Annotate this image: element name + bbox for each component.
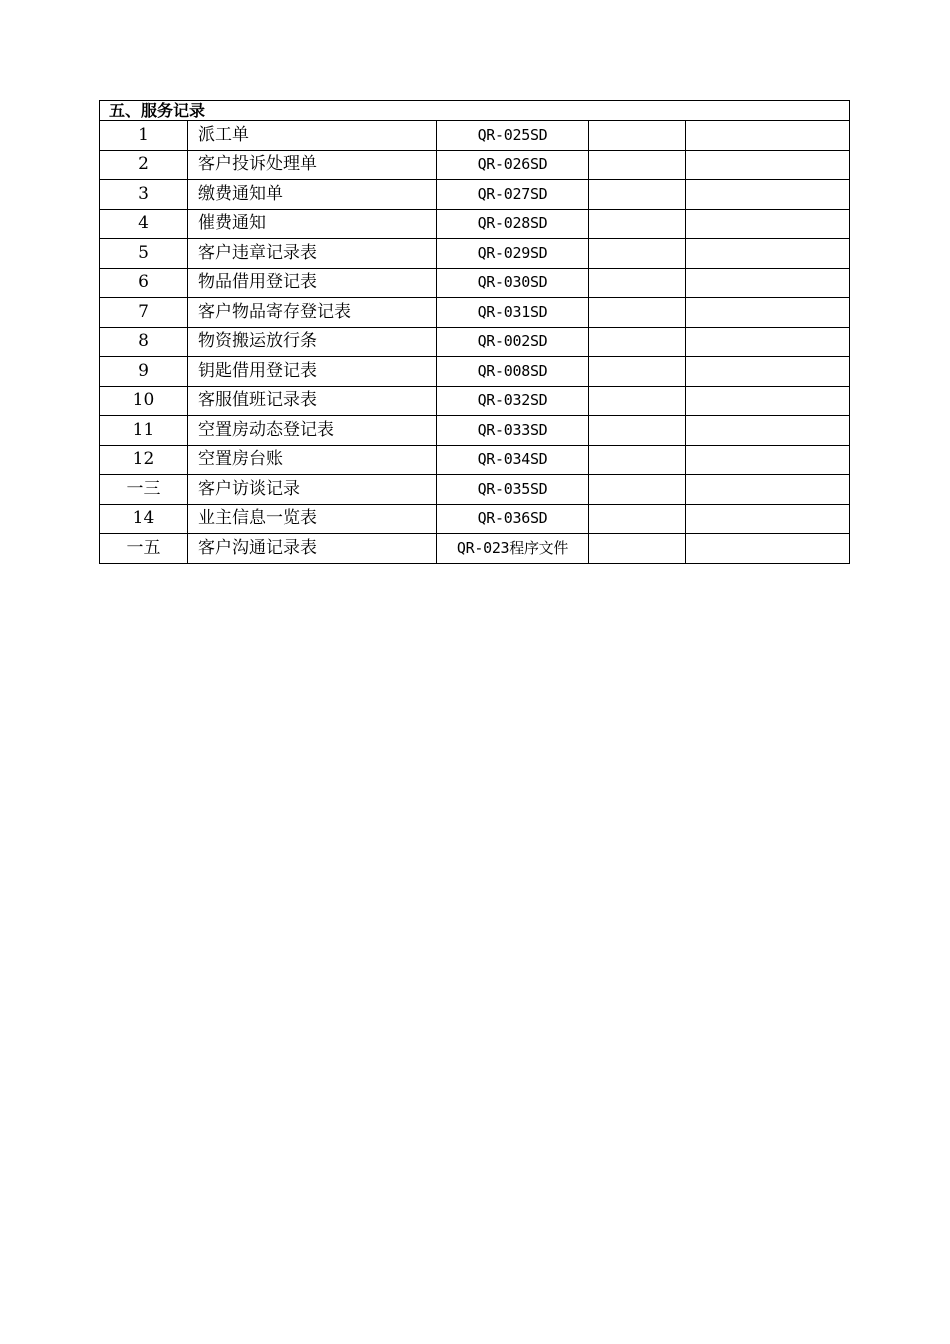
record-name: 钥匙借用登记表 [188, 357, 437, 387]
record-name: 客服值班记录表 [188, 386, 437, 416]
record-code-value: QR-002SD [477, 332, 548, 351]
record-code-value: QR-036SD [477, 509, 548, 528]
record-code-value: QR-028SD [477, 214, 548, 233]
table-row [100, 534, 850, 564]
record-name: 客户物品寄存登记表 [188, 298, 437, 328]
table-row [100, 445, 850, 475]
empty-cell [589, 534, 686, 564]
record-code-value: QR-031SD [477, 302, 548, 321]
row-number: 8 [100, 327, 188, 357]
table-row [100, 268, 850, 298]
row-number: 2 [100, 150, 188, 180]
record-code [437, 121, 589, 151]
empty-cell [589, 357, 686, 387]
row-number: 5 [100, 239, 188, 269]
record-code-value: QR-025SD [477, 125, 548, 144]
record-name: 缴费通知单 [188, 180, 437, 210]
row-number: 7 [100, 298, 188, 328]
empty-cell [686, 121, 850, 151]
record-code [437, 209, 589, 239]
empty-cell [589, 180, 686, 210]
table-body [100, 101, 850, 564]
record-code [437, 298, 589, 328]
record-code [437, 475, 589, 505]
record-code [437, 180, 589, 210]
empty-cell [589, 504, 686, 534]
table-row [100, 504, 850, 534]
empty-cell [589, 475, 686, 505]
record-code-value: QR-035SD [477, 479, 548, 498]
record-name: 业主信息一览表 [188, 504, 437, 534]
record-code [437, 327, 589, 357]
row-number: 11 [100, 416, 188, 446]
row-number: 9 [100, 357, 188, 387]
record-code [437, 357, 589, 387]
record-name: 客户访谈记录 [188, 475, 437, 505]
record-code-suffix: 程序文件 [509, 538, 569, 557]
record-code-value: QR-008SD [477, 361, 548, 380]
row-number: 一五 [100, 534, 188, 564]
record-code-value: QR-032SD [477, 391, 548, 410]
table-row [100, 209, 850, 239]
record-code [437, 534, 589, 564]
record-name: 空置房台账 [188, 445, 437, 475]
empty-cell [686, 504, 850, 534]
record-name: 物品借用登记表 [188, 268, 437, 298]
record-code [437, 239, 589, 269]
empty-cell [589, 121, 686, 151]
section-title: 五、服务记录 [100, 101, 850, 121]
table-row [100, 121, 850, 151]
record-name: 客户违章记录表 [188, 239, 437, 269]
record-name: 催费通知 [188, 209, 437, 239]
row-number: 14 [100, 504, 188, 534]
empty-cell [589, 268, 686, 298]
section-header-row [100, 101, 850, 121]
record-code [437, 445, 589, 475]
table-row [100, 239, 850, 269]
table-row [100, 386, 850, 416]
empty-cell [686, 180, 850, 210]
row-number: 4 [100, 209, 188, 239]
empty-cell [589, 386, 686, 416]
row-number: 一三 [100, 475, 188, 505]
service-records-table [99, 100, 850, 564]
row-number: 10 [100, 386, 188, 416]
empty-cell [686, 475, 850, 505]
record-code [437, 504, 589, 534]
record-code [437, 386, 589, 416]
empty-cell [686, 239, 850, 269]
record-code-value: QR-029SD [477, 243, 548, 262]
empty-cell [686, 298, 850, 328]
empty-cell [686, 534, 850, 564]
record-name: 空置房动态登记表 [188, 416, 437, 446]
record-name: 派工单 [188, 121, 437, 151]
table-row [100, 150, 850, 180]
record-code-value: QR-033SD [477, 420, 548, 439]
record-code [437, 416, 589, 446]
record-name: 客户沟通记录表 [188, 534, 437, 564]
empty-cell [686, 209, 850, 239]
empty-cell [686, 445, 850, 475]
empty-cell [686, 357, 850, 387]
row-number: 6 [100, 268, 188, 298]
table-row [100, 357, 850, 387]
empty-cell [589, 209, 686, 239]
empty-cell [686, 416, 850, 446]
row-number: 1 [100, 121, 188, 151]
empty-cell [686, 386, 850, 416]
record-code-value: QR-023 [456, 538, 510, 557]
record-name: 物资搬运放行条 [188, 327, 437, 357]
table-row [100, 180, 850, 210]
empty-cell [686, 268, 850, 298]
empty-cell [589, 416, 686, 446]
record-code-value: QR-030SD [477, 273, 548, 292]
empty-cell [686, 150, 850, 180]
record-name: 客户投诉处理单 [188, 150, 437, 180]
table-row [100, 298, 850, 328]
row-number: 12 [100, 445, 188, 475]
empty-cell [589, 445, 686, 475]
table-row [100, 475, 850, 505]
row-number: 3 [100, 180, 188, 210]
table-row [100, 416, 850, 446]
empty-cell [589, 239, 686, 269]
empty-cell [589, 298, 686, 328]
table-row [100, 327, 850, 357]
record-code [437, 268, 589, 298]
empty-cell [686, 327, 850, 357]
record-code-value: QR-027SD [477, 184, 548, 203]
record-code-value: QR-026SD [477, 155, 548, 174]
empty-cell [589, 150, 686, 180]
empty-cell [589, 327, 686, 357]
record-code-value: QR-034SD [477, 450, 548, 469]
record-code [437, 150, 589, 180]
